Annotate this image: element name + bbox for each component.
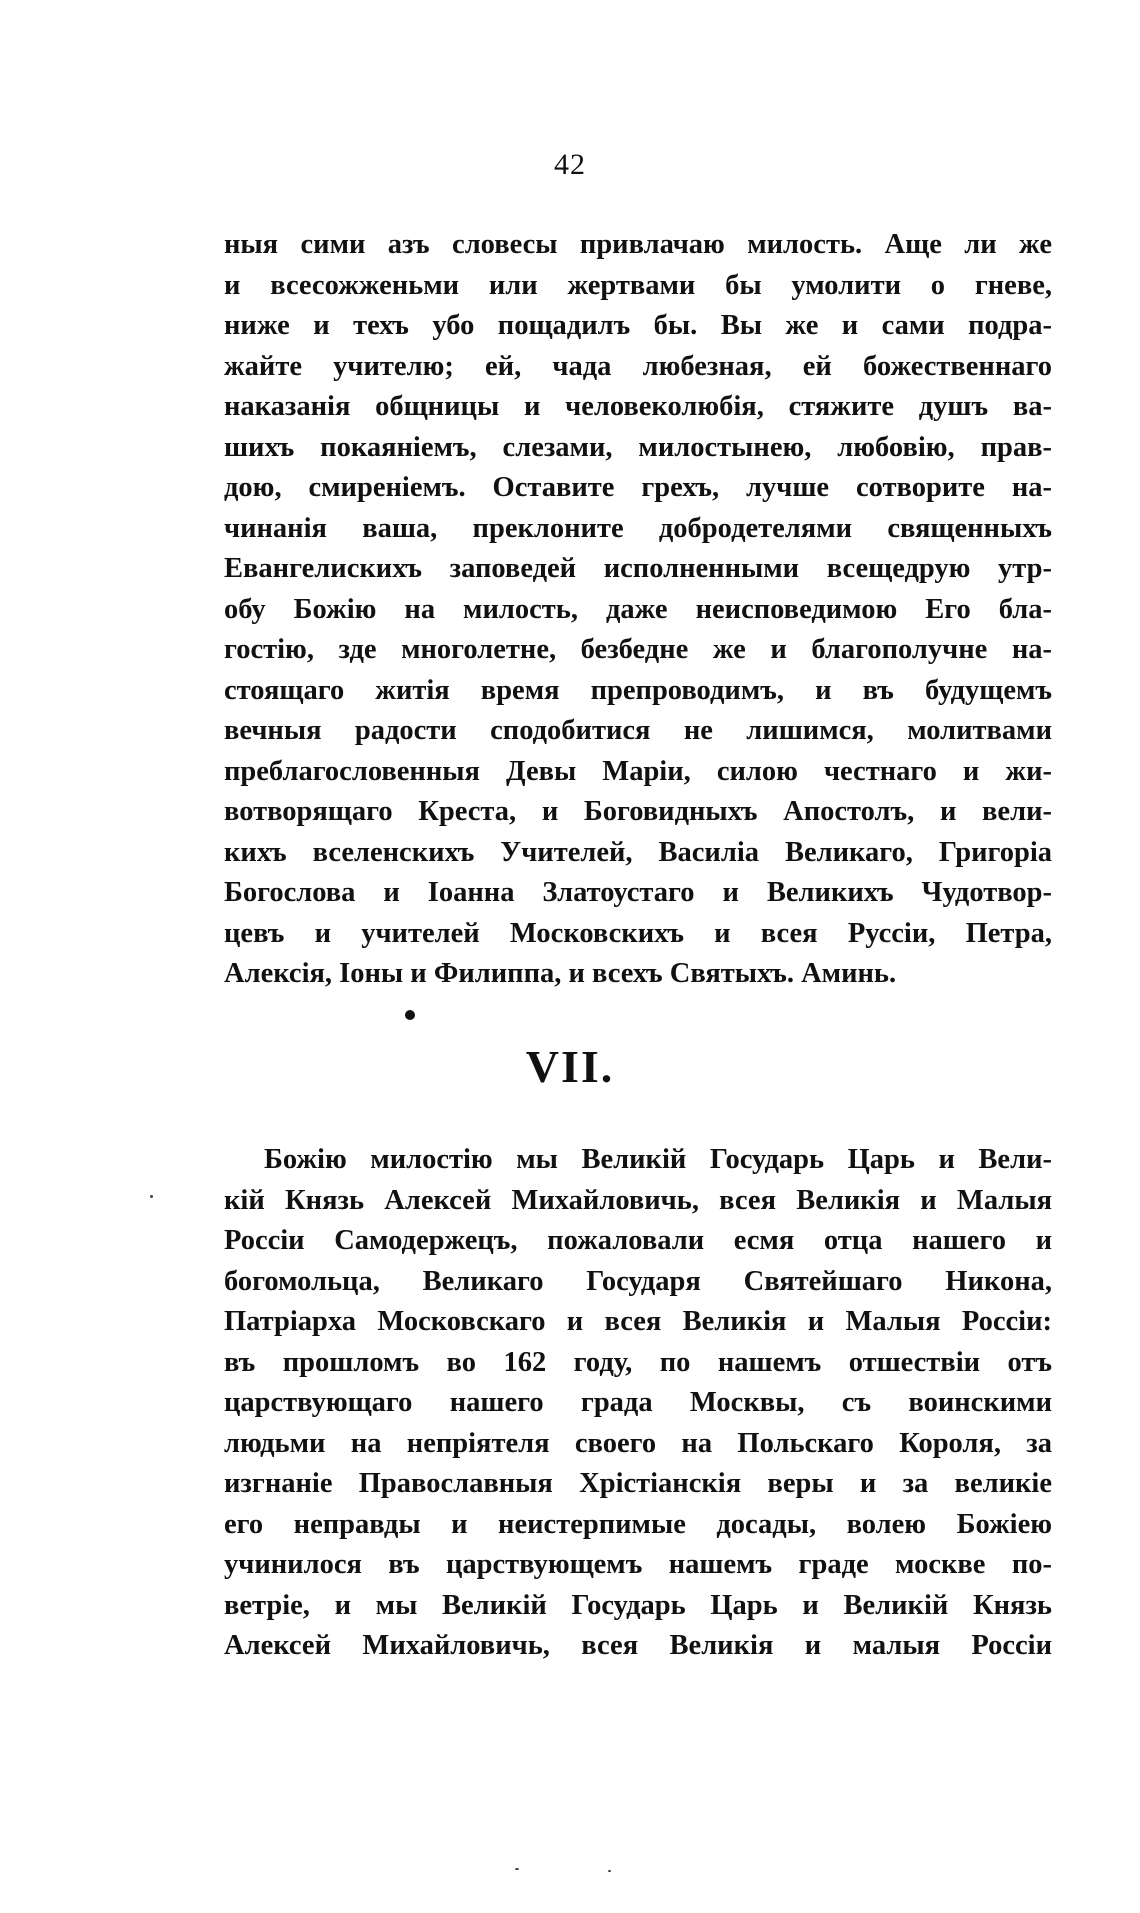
text-line: въ прошломъ во 162 году, по нашемъ отшествіи отъ: [224, 1346, 1052, 1378]
text-line: кихъ вселенскихъ Учителей, Василіа Великаго, Григоріа: [224, 836, 1052, 868]
text-line: и всесожженьми или жертвами бы умолити о гневе,: [224, 269, 1052, 301]
text-line: Алексей Михайловичь, всея Великія и малыя Россіи: [224, 1630, 1052, 1661]
paragraph-two: [224, 1140, 1052, 1667]
text-line: цевъ и учителей Московскихъ и всея Руссіи, Петра,: [224, 917, 1052, 949]
text-line: его неправды и неистерпимые досады, волею Божіею: [224, 1508, 1052, 1540]
scan-speck: [150, 1195, 153, 1198]
section-heading: VII.: [525, 1041, 615, 1092]
text-line: Евангелискихъ заповедей исполненными всещедрую утр-: [224, 553, 1052, 584]
text-line: жайте учителю; ей, чада любезная, ей божественнаго: [224, 350, 1052, 382]
text-line: стоящаго житія время препроводимъ, и въ будущемъ: [224, 674, 1052, 706]
text-line: наказанія общницы и человеколюбія, стяжите душъ ва-: [224, 391, 1052, 422]
text-line: обу Божію на милость, даже неисповедимою Его бла-: [224, 593, 1052, 625]
text-line: ниже и техъ убо пощадилъ бы. Вы же и сами подра-: [224, 310, 1052, 341]
text-line: богомольца, Великаго Государя Святейшаго Никона,: [224, 1265, 1052, 1297]
scan-speck: [608, 1870, 611, 1872]
paragraph-one: [224, 225, 1052, 995]
text-line: гостію, зде многолетне, безбедне же и благополучне на-: [224, 634, 1052, 665]
text-line: чинанія ваша, преклоните добродетелями священныхъ: [224, 512, 1052, 544]
text-line: Божію милостію мы Великій Государь Царь и Вели-: [264, 1144, 1052, 1175]
page-number: 42: [554, 148, 586, 181]
text-line: вечныя радости сподобитися не лишимся, молитвами: [224, 715, 1052, 746]
text-line: шихъ покаяніемъ, слезами, милостынею, любовію, прав-: [224, 431, 1052, 463]
text-line: Патріарха Московскаго и всея Великія и Малыя Россіи:: [224, 1306, 1052, 1337]
text-line: преблагословенныя Девы Маріи, силою честнаго и жи-: [224, 755, 1052, 787]
text-line: изгнаніе Православныя Хрістіанскія веры и за великіе: [224, 1468, 1052, 1499]
text-line: Россіи Самодержецъ, пожаловали есмя отца нашего и: [224, 1225, 1052, 1256]
text-line: дою, смиреніемъ. Оставите грехъ, лучше сотворите на-: [224, 472, 1052, 503]
text-line: людьми на непріятеля своего на Польскаго Короля, за: [224, 1427, 1052, 1459]
text-line: ветріе, и мы Великій Государь Царь и Великій Князь: [224, 1589, 1052, 1621]
text-line: кій Князь Алексей Михайловичь, всея Великія и Малыя: [224, 1184, 1052, 1216]
bullet-mark: [405, 1010, 415, 1020]
text-line: учинилося въ царствующемъ нашемъ граде москве по-: [224, 1549, 1052, 1580]
scan-speck: [515, 1868, 519, 1870]
text-line: царствующаго нашего града Москвы, съ воинскими: [224, 1387, 1052, 1418]
text-line: Богослова и Іоанна Златоустаго и Великихъ Чудотвор-: [224, 877, 1052, 908]
text-line: ныя сими азъ словесы привлачаю милость. Аще ли же: [224, 229, 1052, 260]
text-line: Алексія, Іоны и Филиппа, и всехъ Святыхъ. Аминь.: [224, 958, 897, 989]
text-line: вотворящаго Креста, и Боговидныхъ Апостолъ, и вели-: [224, 796, 1052, 827]
